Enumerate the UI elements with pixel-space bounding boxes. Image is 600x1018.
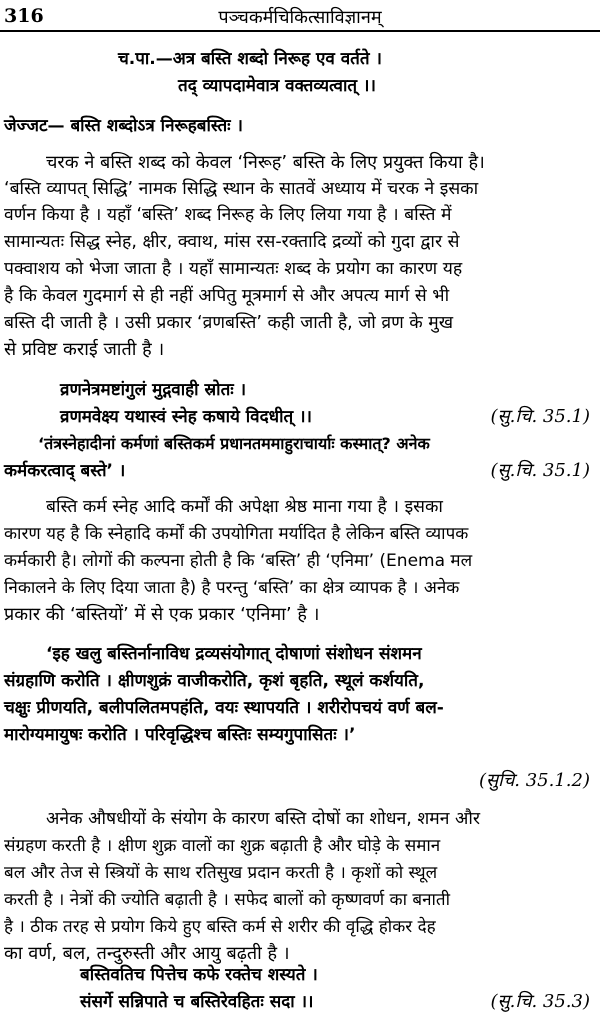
paragraph-line: कारण यह है कि स्नेहादि कर्मों की उपयोगिता मर्यादित है लेकिन बस्ति व्यापक bbox=[4, 524, 469, 544]
paragraph-line: प्रकार की ‘बस्तियों’ में से एक प्रकार ‘एनिमा’ है । bbox=[4, 604, 320, 625]
verse-4-reference: (सु.चि. 35.3) bbox=[490, 991, 590, 1012]
quote-jejjat: जेज्जट— बस्ति शब्दोऽत्र निरूहबस्तिः । bbox=[4, 116, 243, 136]
paragraph-line: वर्णन किया है । यहाँ ‘बस्ति’ शब्द निरूह के लिए लिया गया है । बस्ति में bbox=[4, 205, 452, 225]
paragraph-line: संग्रहण करती है । क्षीण शुक्र वालों का शुक्र बढ़ाती है और घोड़े के समान bbox=[4, 836, 441, 856]
verse-3-line: संग्रहाणि करोति । क्षीणशुक्रं वाजीकरोति, कृशं बृहति, स्थूलं कर्शयति, bbox=[4, 671, 425, 691]
quote-chakrapani-line-2: तद् व्यापदामेवात्र वक्तव्यत्वात् ।। bbox=[178, 76, 376, 96]
verse-1-line-2: व्रणमवेक्ष्य यथास्वं स्नेह कषाये विदधीत् ।। bbox=[60, 407, 312, 427]
paragraph-line: से प्रविष्ट कराई जाती है । bbox=[4, 339, 165, 360]
running-title: पञ्चकर्मचिकित्साविज्ञानम् bbox=[218, 7, 382, 28]
paragraph-line: सामान्यतः सिद्ध स्नेह, क्षीर, क्वाथ, मांस रस-रक्तादि द्रव्यों को गुदा द्वार से bbox=[4, 232, 460, 252]
quote-chakrapani-line-1: च.पा.—अत्र बस्ति शब्दो निरूह एव वर्तते । bbox=[118, 49, 382, 69]
paragraph-line: करती है । नेत्रों की ज्योति बढ़ाती है । सफेद बालों को कृष्णवर्ण का बनाती bbox=[4, 890, 451, 910]
paragraph-line: चरक ने बस्ति शब्द को केवल ‘निरूह’ बस्ति के लिए प्रयुक्त किया है। bbox=[46, 152, 485, 173]
verse-3-reference: (सुचि. 35.1.2) bbox=[478, 770, 590, 791]
paragraph-line: कर्मकारी है। लोगों की कल्पना होती है कि ‘बस्ति’ ही ‘एनिमा’ (Enema मल bbox=[4, 551, 473, 571]
verse-2-reference: (सु.चि. 35.1) bbox=[490, 460, 590, 481]
paragraph-line: बस्ति दी जाती है । उसी प्रकार ‘व्रणबस्ति’ कही जाती है, जो व्रण के मुख bbox=[4, 313, 454, 333]
paragraph-line: का वर्ण, बल, तन्दुरुस्ती और आयु बढ़ती है । bbox=[4, 943, 290, 964]
paragraph-line: ‘बस्ति व्यापत् सिद्धि’ नामक सिद्धि स्थान के सातवें अध्याय में चरक ने इसका bbox=[4, 179, 479, 199]
page-number: 316 bbox=[4, 5, 44, 27]
verse-3-line: मारोग्यमायुषः करोति । परिवृद्धिश्च बस्तिः सम्यगुपासितः ।’ bbox=[4, 725, 356, 745]
paragraph-line: पक्वाशय को भेजा जाता है । यहाँ सामान्यतः शब्द के प्रयोग का कारण यह bbox=[4, 259, 463, 279]
paragraph-line: बल और तेज से स्त्रियों के साथ रतिसुख प्रदान करती है । कृशों को स्थूल bbox=[4, 863, 438, 883]
verse-1-reference: (सु.चि. 35.1) bbox=[490, 406, 590, 427]
verse-2-line-2: कर्मकरत्वाद् बस्ते’ । bbox=[4, 461, 126, 481]
verse-2-line-1: ‘तंत्रस्नेहादीनां कर्मणां बस्तिकर्म प्रधानतममाहुराचार्याः कस्मात्? अनेक bbox=[38, 434, 430, 453]
paragraph-line: है । ठीक तरह से प्रयोग किये हुए बस्ति कर्म से शरीर की वृद्धि होकर देह bbox=[4, 917, 436, 937]
verse-1-line-1: व्रणनेत्रमष्टांगुलं मुद्गवाही स्रोतः । bbox=[60, 380, 247, 400]
verse-3-line: ‘इह खलु बस्तिर्नानाविध द्रव्यसंयोगात् दोषाणां संशोधन संशमन bbox=[46, 644, 422, 664]
paragraph-line: अनेक औषधीयों के संयोग के कारण बस्ति दोषों का शोधन, शमन और bbox=[46, 809, 481, 829]
verse-4-line-2: संसर्गे सन्निपाते च बस्तिरेवहितः सदा ।। bbox=[80, 992, 314, 1012]
verse-3-line: चक्षुः प्रीणयति, बलीपलितमपहंति, वयः स्थापयति । शरीरोपचयं वर्ण बल- bbox=[4, 698, 444, 718]
paragraph-line: बस्ति कर्म स्नेह आदि कर्मों की अपेक्षा श्रेष्ठ माना गया है । इसका bbox=[46, 497, 443, 517]
paragraph-line: है कि केवल गुदमार्ग से ही नहीं अपितु मूत्रमार्ग से और अपत्य मार्ग से भी bbox=[4, 286, 450, 306]
verse-4-line-1: बस्तिवतिच पित्तेच कफे रक्तेच शस्यते । bbox=[80, 965, 318, 985]
paragraph-line: निकालने के लिए दिया जाता है) है परन्तु ‘बस्ति’ का क्षेत्र व्यापक है । अनेक bbox=[4, 578, 460, 598]
page-header bbox=[0, 2, 600, 32]
